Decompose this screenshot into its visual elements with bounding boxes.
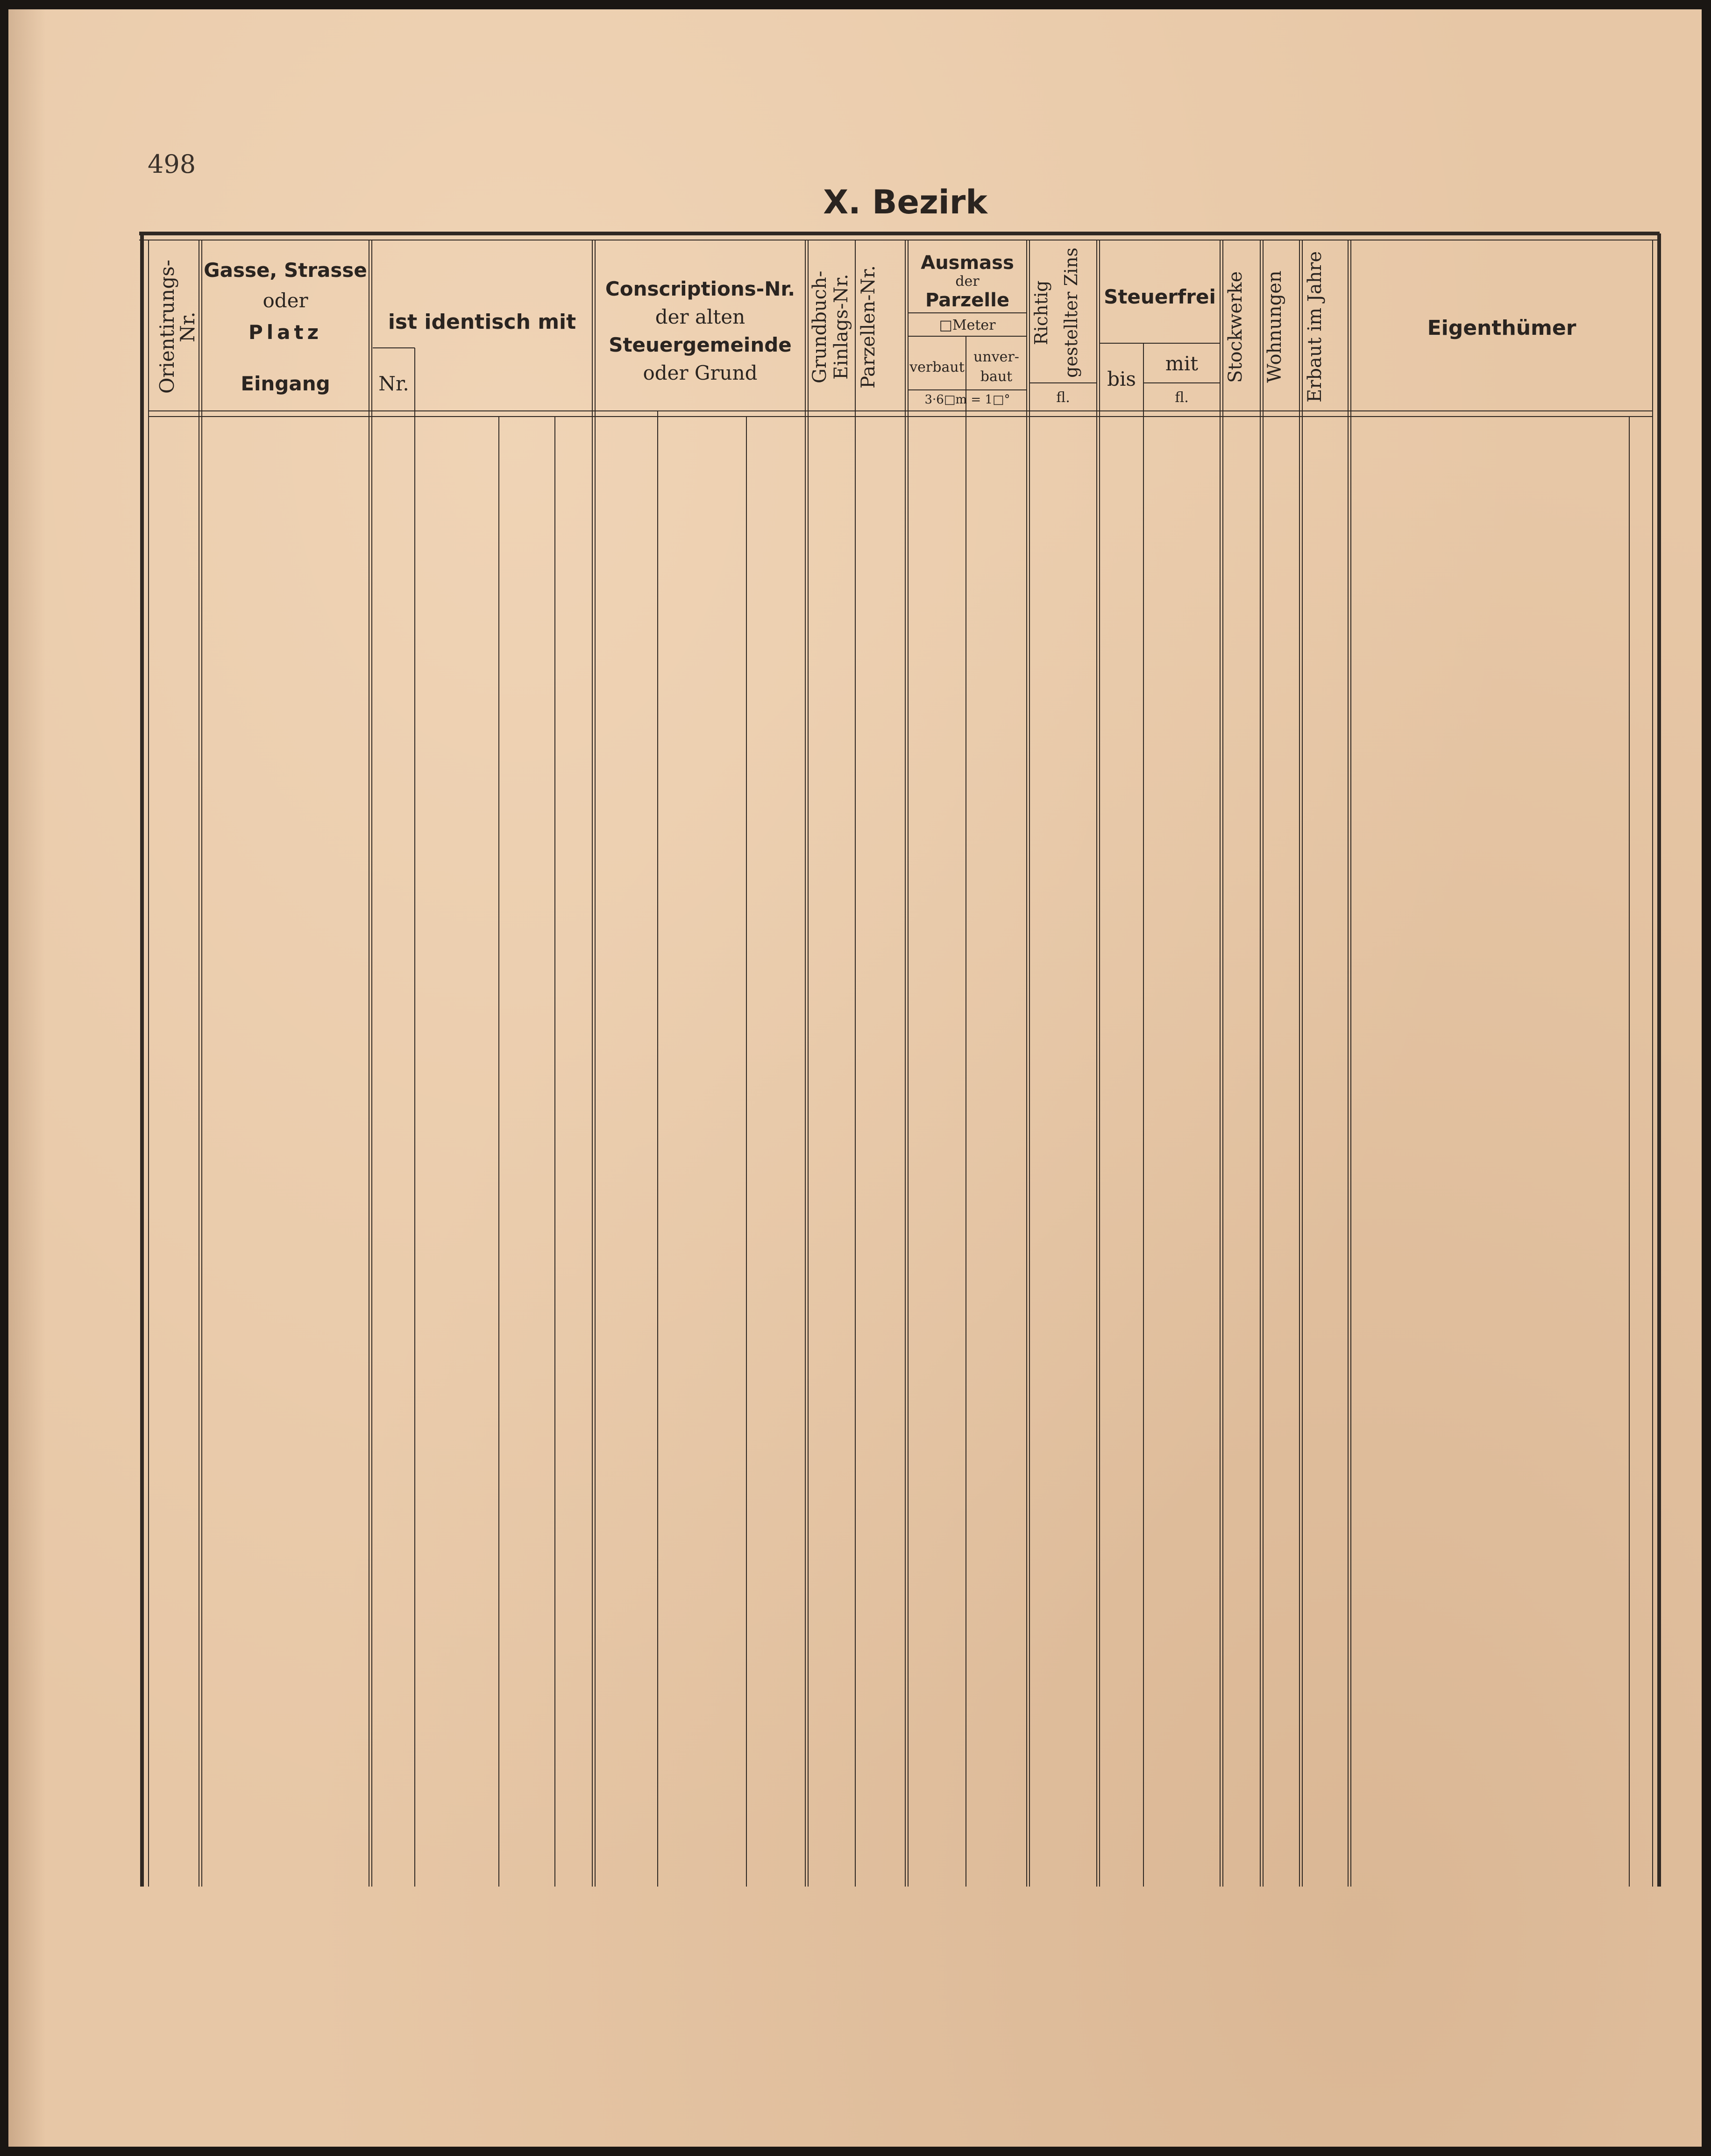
- header-conscriptions-line4: oder Grund: [643, 361, 758, 384]
- header-steuerfrei-unit: fl.: [1175, 389, 1189, 406]
- header-gasse-line3: Platz: [248, 321, 323, 344]
- header-ausmass-unit: □Meter: [939, 317, 996, 333]
- header-conscriptions-line2: der alten: [655, 305, 745, 328]
- header-stockwerke: Stockwerke: [1225, 271, 1246, 383]
- page-number: 498: [148, 149, 196, 179]
- header-orientierungs-nr: Orientirungs-Nr.: [156, 260, 199, 394]
- header-identisch-label: ist identisch mit: [388, 310, 576, 334]
- header-steuerfrei-mit: mit: [1165, 352, 1199, 375]
- header-gasse-line2: oder: [263, 289, 308, 312]
- header-ausmass-line1: Ausmass: [921, 252, 1014, 274]
- header-ausmass-line2: der: [955, 273, 980, 290]
- ledger-page: [8, 9, 1702, 2147]
- header-conscriptions-line3: Steuergemeinde: [609, 333, 792, 356]
- header-steuerfrei-label: Steuerfrei: [1104, 285, 1216, 308]
- header-identisch-nr: Nr.: [378, 372, 409, 395]
- district-title: X. Bezirk: [823, 183, 987, 221]
- header-parzellen-nr: Parzellen-Nr.: [858, 265, 879, 389]
- header-zins-line2: gestellter Zins: [1061, 247, 1081, 378]
- header-wohnungen: Wohnungen: [1264, 270, 1285, 383]
- header-erbaut: Erbaut im Jahre: [1304, 251, 1326, 403]
- header-steuerfrei-bis: bis: [1107, 368, 1136, 390]
- header-gasse-line4: Eingang: [241, 372, 330, 395]
- header-zins-line1: Richtig: [1031, 280, 1051, 346]
- header-ausmass-unverbaut-1: unver-: [973, 349, 1019, 365]
- header-ausmass-line3: Parzelle: [925, 290, 1009, 311]
- header-grundbuch-line1: Grundbuch-: [809, 270, 831, 383]
- header-grundbuch-line2: Einlags-Nr.: [831, 274, 852, 380]
- header-ausmass-verbaut: verbaut: [909, 359, 965, 375]
- header-zins-unit: fl.: [1056, 389, 1070, 406]
- header-eigenthuemer: Eigenthümer: [1427, 316, 1576, 340]
- header-ausmass-conversion: 3·6□m = 1□°: [924, 393, 1010, 407]
- header-ausmass-unverbaut-2: baut: [980, 368, 1013, 385]
- header-gasse-line1: Gasse, Strasse: [204, 259, 367, 282]
- header-conscriptions-line1: Conscriptions-Nr.: [605, 277, 795, 300]
